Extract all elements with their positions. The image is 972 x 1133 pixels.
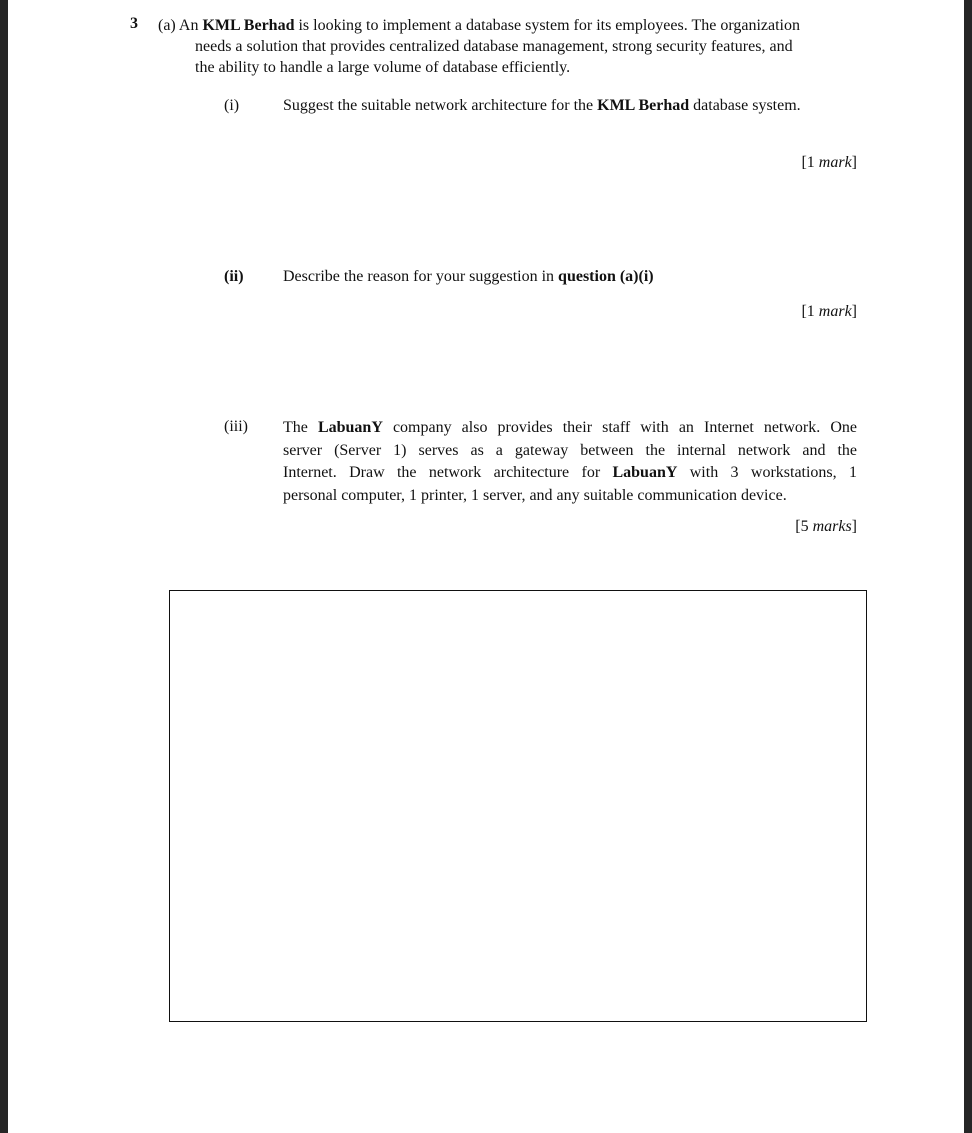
sub-question-i-label: (i)	[224, 97, 240, 114]
sub-iii-marks-close: ]	[851, 518, 857, 535]
sub-iii-l3-pre: Internet. Draw the network architecture for	[283, 464, 613, 481]
sub-question-ii-label: (ii)	[224, 268, 244, 285]
intro-line-2: needs a solution that provides centralized database management, strong security features, and	[195, 38, 793, 55]
sub-ii-bold: question (a)(i)	[558, 268, 654, 285]
sub-i-marks-open: [1	[801, 154, 819, 171]
sub-iii-l1-pre: The	[283, 419, 318, 436]
sub-question-i-text	[283, 97, 801, 115]
sub-ii-marks	[801, 303, 857, 321]
sub-iii-marks-word: marks	[812, 518, 852, 535]
org-name: KML Berhad	[202, 17, 295, 34]
part-a-label: (a)	[158, 17, 176, 34]
sub-question-ii-text	[283, 268, 654, 286]
sub-question-iii-label: (iii)	[224, 418, 248, 435]
sub-iii-l1-bold: LabuanY	[317, 419, 383, 436]
sub-i-bold: KML Berhad	[597, 97, 690, 114]
sub-iii-marks-open: [5	[795, 518, 813, 535]
sub-question-iii-text	[283, 417, 857, 507]
sub-iii-marks	[795, 518, 857, 536]
sub-iii-l3-post: with 3 workstations, 1	[677, 464, 857, 481]
right-edge	[964, 0, 972, 1133]
intro-post: is looking to implement a database system for its employees. The organization	[294, 17, 800, 34]
exam-page	[8, 0, 964, 1133]
sub-iii-line-1	[283, 417, 857, 440]
question-intro	[158, 15, 858, 78]
sub-iii-line-4: personal computer, 1 printer, 1 server, and any suitable communication device.	[283, 486, 787, 504]
answer-drawing-box[interactable]	[169, 590, 867, 1022]
question-number: 3	[130, 15, 138, 32]
sub-iii-l1-post: company also provides their staff with an Internet network. One	[382, 419, 857, 436]
sub-iii-l3-bold: LabuanY	[612, 464, 678, 481]
intro-pre: An	[178, 17, 203, 34]
sub-i-post: database system.	[689, 97, 801, 114]
sub-i-pre: Suggest the suitable network architecture for the	[283, 97, 598, 114]
sub-ii-marks-word: mark	[818, 303, 852, 320]
sub-ii-marks-open: [1	[801, 303, 819, 320]
sub-iii-line-3	[283, 462, 857, 485]
sub-ii-marks-close: ]	[851, 303, 857, 320]
sub-ii-pre: Describe the reason for your suggestion in	[283, 268, 559, 285]
intro-line-1	[158, 15, 858, 36]
sub-i-marks-word: mark	[818, 154, 852, 171]
sub-i-marks-close: ]	[851, 154, 857, 171]
left-edge	[0, 0, 8, 1133]
sub-iii-line-2: server (Server 1) serves as a gateway between the internal network and the	[283, 441, 857, 459]
sub-i-marks	[801, 154, 857, 172]
intro-line-3: the ability to handle a large volume of database efficiently.	[195, 59, 571, 76]
